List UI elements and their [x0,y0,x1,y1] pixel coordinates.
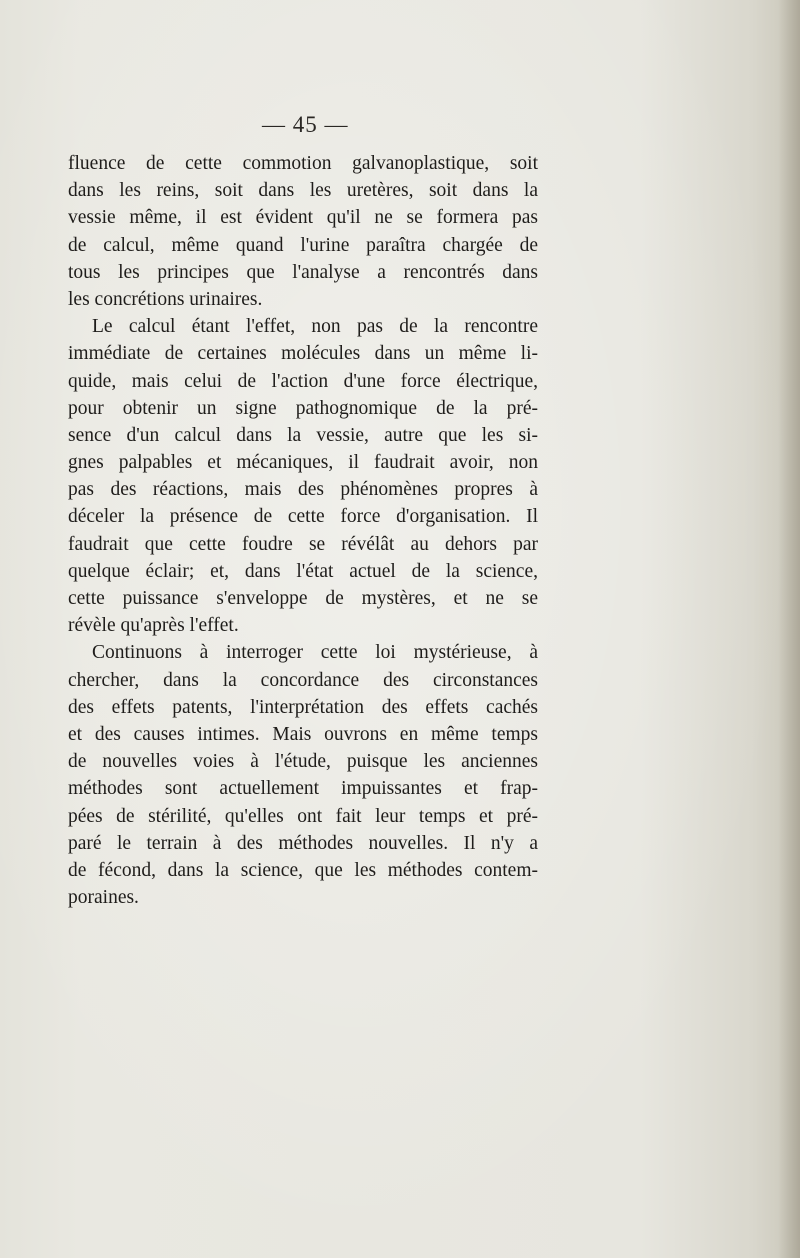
text-line: faudrait que cette foudre se révélât au dehors par [68,533,538,555]
text-line: méthodes sont actuellement impuissantes et frap- [68,778,538,800]
text-line: pas des réactions, mais des phénomènes propres à [68,479,538,501]
text-line: des effets patents, l'interprétation des effets cachés [68,696,538,718]
body-text [68,150,538,911]
text-line: de nouvelles voies à l'étude, puisque les anciennes [68,751,538,773]
text-line: de fécond, dans la science, que les méthodes contem- [68,859,538,881]
text-line: cette puissance s'enveloppe de mystères, et ne se [68,588,538,609]
text-line: révèle qu'après l'effet. [68,615,239,637]
text-line: paré le terrain à des méthodes nouvelles. Il n'y a [68,832,538,854]
text-line: pour obtenir un signe pathognomique de la pré- [68,397,538,419]
text-line: et des causes intimes. Mais ouvrons en même temps [68,723,538,745]
text-line: dans les reins, soit dans les uretères, soit dans la [68,180,538,202]
text-line: immédiate de certaines molécules dans un même li- [68,343,538,365]
text-line: fluence de cette commotion galvanoplastique, soit [68,153,538,174]
page-number: — 45 — [262,112,349,137]
text-line: gnes palpables et mécaniques, il faudrait avoir, non [68,452,538,474]
text-line: déceler la présence de cette force d'organisation. Il [68,506,538,528]
text-line: sence d'un calcul dans la vessie, autre que les si- [68,424,538,446]
text-line: tous les principes que l'analyse a rencontrés dans [68,261,538,283]
text-line: quelque éclair; et, dans l'état actuel de la science, [68,560,538,582]
text-line: poraines. [68,887,139,909]
text-line: quide, mais celui de l'action d'une force électrique, [68,370,538,392]
text-line: Le calcul étant l'effet, non pas de la rencontre [92,316,538,338]
page-edge-shadow [778,0,800,1258]
text-line: de calcul, même quand l'urine paraîtra chargée de [68,234,538,256]
text-line: vessie même, il est évident qu'il ne se formera pas [68,207,538,229]
text-line: Continuons à interroger cette loi mystérieuse, à [92,642,538,664]
text-line: les concrétions urinaires. [68,288,263,310]
text-line: chercher, dans la concordance des circonstances [68,669,538,691]
text-line: pées de stérilité, qu'elles ont fait leur temps et pré- [68,805,538,827]
